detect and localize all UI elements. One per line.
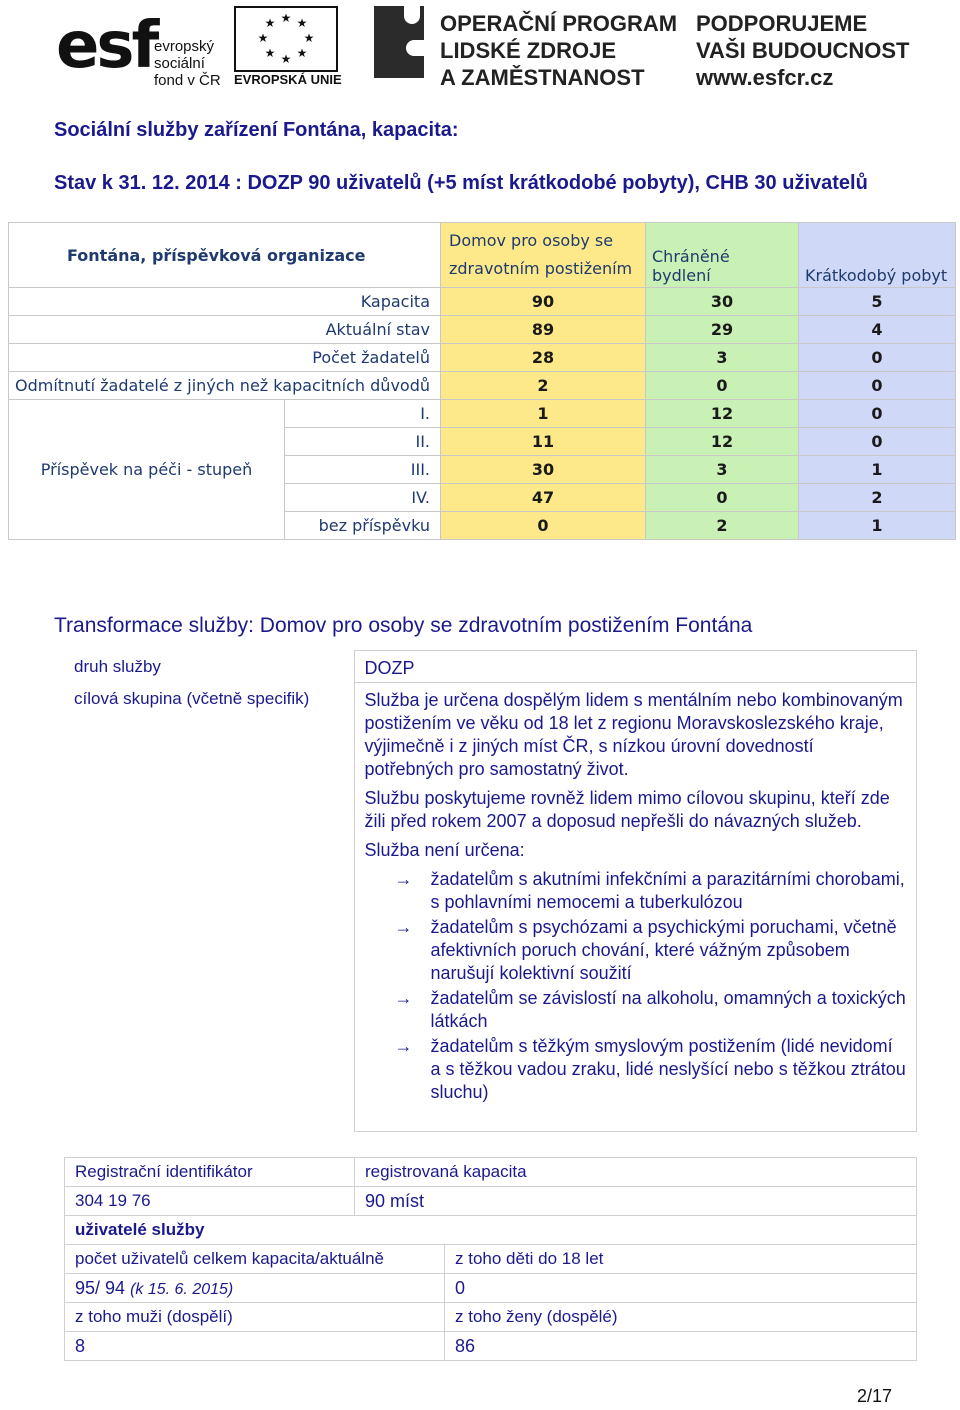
support-line: PODPORUJEME xyxy=(696,11,868,36)
table-row xyxy=(9,316,956,344)
table-row xyxy=(65,1158,917,1187)
cell-kp: 2 xyxy=(799,484,956,512)
org-name: Fontána, příspěvková organizace xyxy=(9,223,441,288)
esf-text xyxy=(154,38,221,89)
cilova-paragraph: Služba není určena: xyxy=(364,840,525,860)
cell-kp: 0 xyxy=(799,428,956,456)
table-row xyxy=(9,288,956,316)
users-label: uživatelé služby xyxy=(65,1216,917,1245)
cell-chb: 29 xyxy=(646,316,799,344)
table-row xyxy=(9,344,956,372)
cilova-paragraph: Službu poskytujeme rovněž lidem mimo cílovou skupinu, kteří zde žili před rokem 2007 a doposud nepřešli do návazných služeb. xyxy=(364,788,890,831)
col-header-dozp: Domov pro osoby se zdravotním postižením xyxy=(441,223,646,288)
cell-dozp: 90 xyxy=(441,288,646,316)
row-label: bez příspěvku xyxy=(285,512,441,540)
website-link[interactable]: www.esfcr.cz xyxy=(696,65,834,90)
exclusion-list xyxy=(365,868,907,1104)
care-label: Příspěvek na péči - stupeň xyxy=(9,400,285,540)
puzzle-icon xyxy=(368,2,430,82)
oplzz-logo xyxy=(368,0,688,92)
cilova-label: cílová skupina (včetně specifik) xyxy=(74,688,310,708)
oplzz-text xyxy=(440,10,677,91)
cell-chb: 12 xyxy=(646,428,799,456)
esf-line: fond v ČR xyxy=(154,72,221,89)
row-label: Aktuální stav xyxy=(9,316,441,344)
capacity-header-row xyxy=(9,223,956,288)
esf-line: sociální xyxy=(154,55,205,72)
row-label: Kapacita xyxy=(9,288,441,316)
arrow-right-icon: → xyxy=(394,917,413,937)
support-line: VAŠI BUDOUCNOST xyxy=(696,38,910,63)
cilova-paragraph: Služba je určena dospělým lidem s mentálním nebo kombinovaným postižením ve věku od 18 let z regionu Moravskoslezského kraje, výjimečně i z jiných míst ČR, s nízkou úrovní dovedností potřebných pro samostatný život. xyxy=(364,690,903,779)
registration-table xyxy=(64,1157,917,1361)
table-row xyxy=(64,651,917,683)
svg-text:★: ★ xyxy=(257,31,269,45)
cell-kp: 5 xyxy=(799,288,956,316)
capacity-table xyxy=(8,222,956,540)
table-row xyxy=(65,1216,917,1245)
cell-chb: 0 xyxy=(646,484,799,512)
women-value: 86 xyxy=(445,1332,917,1361)
row-label: I. xyxy=(285,400,441,428)
count-value-cell xyxy=(65,1274,445,1303)
service-info-table xyxy=(64,650,917,1132)
children-value: 0 xyxy=(445,1274,917,1303)
svg-text:★: ★ xyxy=(296,16,308,30)
svg-text:★: ★ xyxy=(264,16,276,30)
svg-text:★: ★ xyxy=(303,31,315,45)
cilova-value xyxy=(354,683,917,1132)
cell-dozp: 2 xyxy=(441,372,646,400)
list-item xyxy=(365,1035,907,1104)
cell-dozp: 47 xyxy=(441,484,646,512)
women-label: z toho ženy (dospělé) xyxy=(445,1303,917,1332)
cell-chb: 3 xyxy=(646,456,799,484)
table-row xyxy=(65,1245,917,1274)
svg-text:★: ★ xyxy=(280,52,292,66)
cell-dozp: 89 xyxy=(441,316,646,344)
transformace-heading: Transformace služby: Domov pro osoby se zdravotním postižením Fontána xyxy=(54,614,753,637)
oplzz-line: LIDSKÉ ZDROJE xyxy=(440,38,617,63)
header-logos xyxy=(52,0,910,92)
table-row xyxy=(64,683,917,1132)
table-row xyxy=(9,372,956,400)
cell-dozp: 1 xyxy=(441,400,646,428)
count-label: počet uživatelů celkem kapacita/aktuálně xyxy=(65,1245,445,1274)
reg-value: 304 19 76 xyxy=(65,1187,355,1216)
children-label: z toho děti do 18 let xyxy=(445,1245,917,1274)
count-note: (k 15. 6. 2015) xyxy=(130,1280,234,1298)
druh-value: DOZP xyxy=(354,651,917,683)
row-label: Počet žadatelů xyxy=(9,344,441,372)
cell-chb: 12 xyxy=(646,400,799,428)
regcap-value: 90 míst xyxy=(355,1187,917,1216)
men-label: z toho muži (dospělí) xyxy=(65,1303,445,1332)
reg-label: Registrační identifikátor xyxy=(65,1158,355,1187)
svg-text:★: ★ xyxy=(264,46,276,60)
count-value: 95/ 94 xyxy=(75,1277,126,1298)
row-label: III. xyxy=(285,456,441,484)
cell-kp: 1 xyxy=(799,456,956,484)
support-text xyxy=(696,10,910,91)
cell-dozp: 0 xyxy=(441,512,646,540)
cell-kp: 0 xyxy=(799,400,956,428)
druh-label: druh služby xyxy=(74,656,161,676)
cell-kp: 1 xyxy=(799,512,956,540)
list-item xyxy=(365,868,907,914)
arrow-right-icon: → xyxy=(394,869,413,889)
page-number: 2/17 xyxy=(857,1386,893,1406)
list-item-text: žadatelům s psychózami a psychickými poruchami, včetně afektivních poruch chování, které vážným způsobem narušují kolektivní soužití xyxy=(430,917,897,983)
list-item xyxy=(365,987,907,1033)
cell-dozp: 28 xyxy=(441,344,646,372)
esf-mark: esf xyxy=(56,9,157,83)
cell-chb: 30 xyxy=(646,288,799,316)
row-label: Odmítnutí žadatelé z jiných než kapacitních důvodů xyxy=(9,372,441,400)
row-label: IV. xyxy=(285,484,441,512)
eu-flag-icon xyxy=(234,6,338,72)
col-header-kp: Krátkodobý pobyt xyxy=(799,223,956,288)
regcap-label: registrovaná kapacita xyxy=(355,1158,917,1187)
table-row xyxy=(65,1303,917,1332)
col-header-chb: Chráněné bydlení xyxy=(646,223,799,288)
status-line: Stav k 31. 12. 2014 : DOZP 90 uživatelů (+5 míst krátkodobé pobyty), CHB 30 uživatelů xyxy=(54,172,868,194)
cell-chb: 3 xyxy=(646,344,799,372)
eu-label: EVROPSKÁ UNIE xyxy=(234,72,342,87)
svg-text:★: ★ xyxy=(280,11,292,25)
cell-kp: 0 xyxy=(799,372,956,400)
arrow-right-icon: → xyxy=(394,1036,413,1056)
row-label: II. xyxy=(285,428,441,456)
oplzz-line: A ZAMĚSTNANOST xyxy=(440,65,645,90)
list-item-text: žadatelům s akutními infekčními a parazitárními chorobami, s pohlavními nemocemi a tuberkulózou xyxy=(430,869,905,912)
cell-chb: 2 xyxy=(646,512,799,540)
men-value: 8 xyxy=(65,1332,445,1361)
oplzz-line: OPERAČNÍ PROGRAM xyxy=(440,11,678,36)
list-item-text: žadatelům se závislostí na alkoholu, omamných a toxických látkách xyxy=(430,988,906,1031)
table-row xyxy=(65,1332,917,1361)
esf-line: evropský xyxy=(154,38,215,55)
eu-logo xyxy=(234,0,384,92)
list-item-text: žadatelům s těžkým smyslovým postižením (lidé nevidomí a s těžkou vadou zraku, lidé neslyšící nebo s těžkou ztrátou sluchu) xyxy=(430,1036,906,1102)
page-title: Sociální služby zařízení Fontána, kapacita: xyxy=(54,119,459,141)
svg-text:★: ★ xyxy=(296,46,308,60)
list-item xyxy=(365,916,907,985)
cell-dozp: 30 xyxy=(441,456,646,484)
table-row xyxy=(65,1274,917,1303)
cell-kp: 0 xyxy=(799,344,956,372)
table-row xyxy=(65,1187,917,1216)
cell-chb: 0 xyxy=(646,372,799,400)
cell-kp: 4 xyxy=(799,316,956,344)
table-row xyxy=(9,400,956,428)
cell-dozp: 11 xyxy=(441,428,646,456)
arrow-right-icon: → xyxy=(394,988,413,1008)
